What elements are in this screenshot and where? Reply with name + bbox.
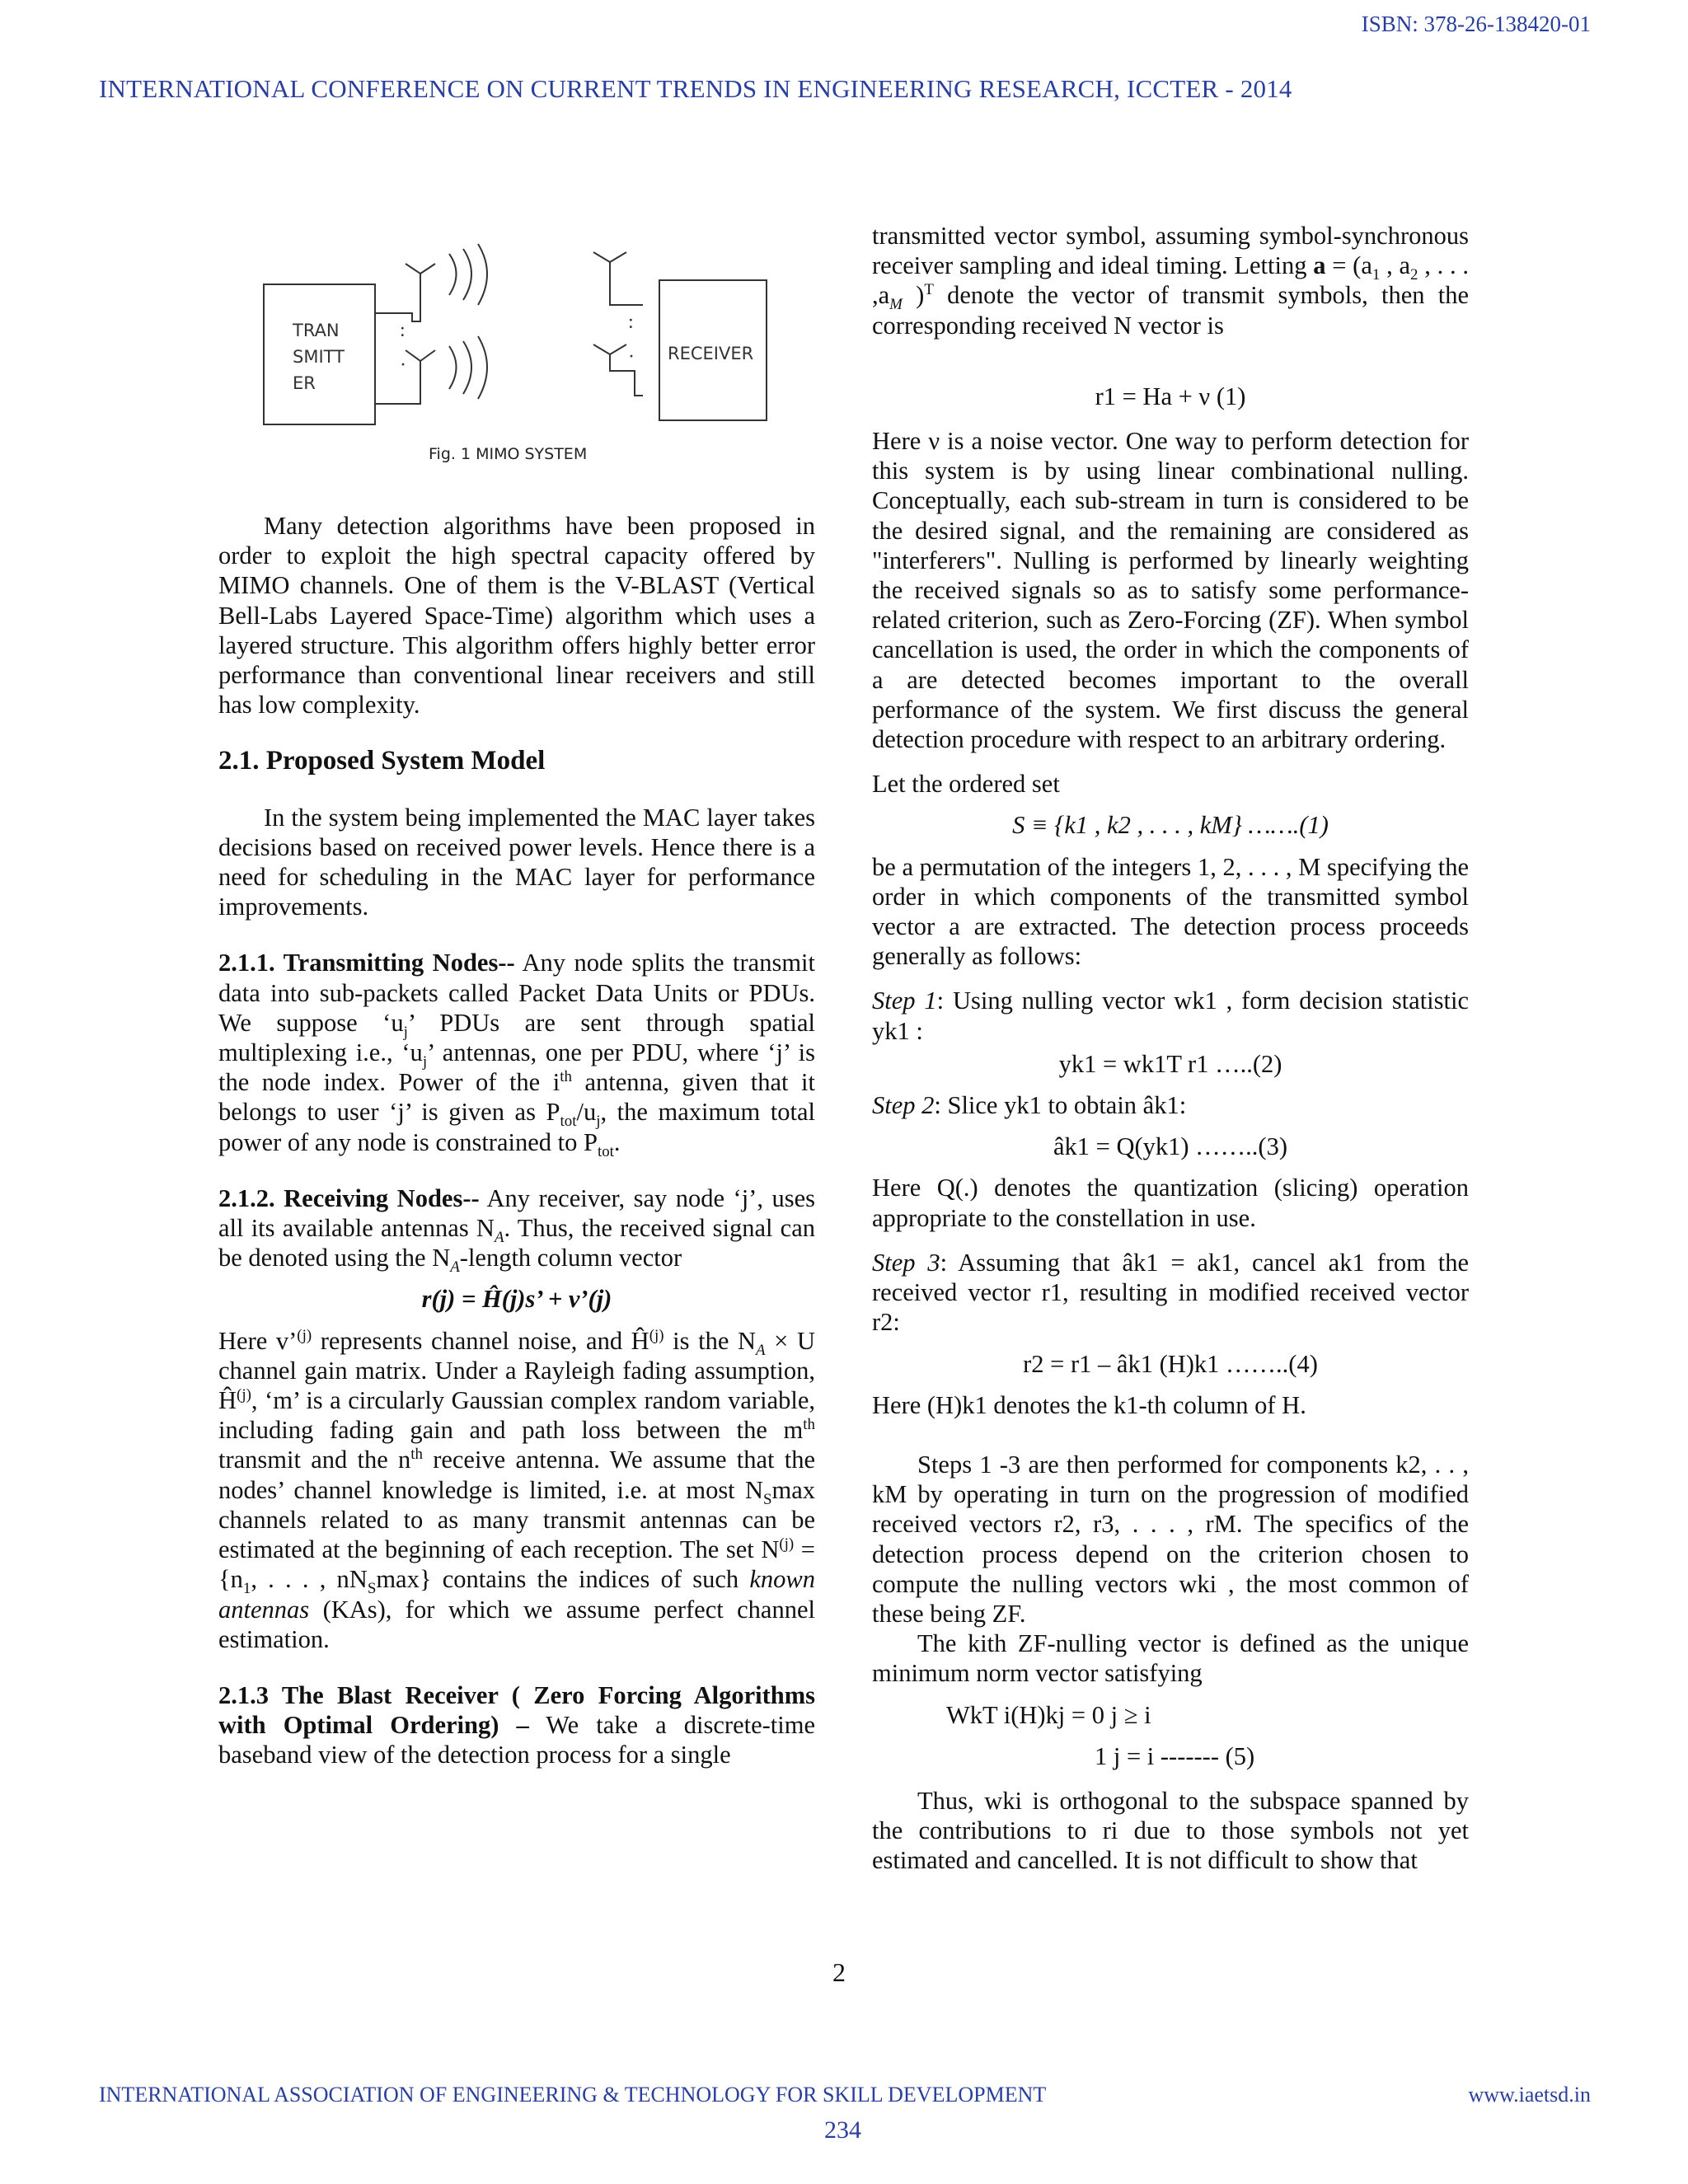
step-3-text: : Assuming that âk1 = ak1, cancel ak1 from the received vector r1, resulting in modified received vector r2: (872, 1248, 1469, 1337)
mimo-system-figure (247, 239, 824, 470)
known-antennas-term: known antennas (218, 1565, 815, 1624)
noise-text: max channels related to as many transmit antennas can be estimated at the beginning of each reception. The set N (218, 1475, 815, 1564)
transmitter-label-line2: SMITT (293, 347, 345, 367)
noise-text: (KAs), for which we assume perfect channel estimation. (218, 1595, 815, 1653)
model-paragraph: In the system being implemented the MAC layer takes decisions based on received power levels. Hence there is a need for scheduling in the MAC layer for performance improvements. (218, 803, 815, 921)
step-3-label: Step 3 (872, 1248, 940, 1277)
rv-text: , . . . ,a (872, 251, 1469, 310)
noise-sup: (j) (649, 1326, 664, 1344)
left-column (218, 511, 815, 1770)
equation-3: âk1 = Q(yk1) ……..(3) (1053, 1132, 1288, 1161)
noise-text: = {n (218, 1535, 815, 1594)
noise-text: represents channel noise, and Ĥ (312, 1326, 649, 1355)
equation-4: r2 = r1 – âk1 (H)k1 ……..(4) (1023, 1349, 1318, 1378)
receiver-label: RECEIVER (668, 344, 754, 363)
noise-sup: (j) (297, 1326, 312, 1344)
noise-text: max} contains the indices of such (376, 1565, 750, 1594)
equation-1: r1 = Ha + ν (1) (1095, 382, 1246, 410)
step-1-label: Step 1 (872, 987, 937, 1015)
svg-text:·: · (400, 354, 406, 376)
footer-website-link[interactable]: www.iaetsd.in (1468, 2083, 1591, 2107)
svg-text:·: · (628, 346, 635, 368)
column-definition-paragraph: Here (H)k1 denotes the k1-th column of H. (872, 1390, 1306, 1419)
page-number: 2 (832, 1957, 846, 1987)
noise-text: receive antenna. We assume that the nodes’ channel knowledge is limited, i.e. at most N (218, 1446, 815, 1504)
receiving-nodes-paragraph (218, 1183, 815, 1277)
tx-sub: j (422, 1053, 428, 1071)
zf-vector-paragraph: The kith ZF-nulling vector is defined as the unique minimum norm vector satisfying (872, 1629, 1469, 1688)
rv-text: ) (902, 281, 925, 310)
receiving-nodes-heading: 2.1.2. Receiving Nodes-- (218, 1183, 480, 1212)
equation-2: yk1 = wk1T r1 …..(2) (1058, 1049, 1282, 1078)
tx-text: /u (576, 1098, 597, 1127)
rx-text: Any receiver, say node ‘j’, uses all its available antennas N (218, 1183, 815, 1243)
section-heading: 2.1. Proposed System Model (218, 746, 546, 776)
svg-text::: : (400, 320, 406, 341)
step-2-label: Step 2 (872, 1091, 935, 1120)
isbn-label: ISBN: 378-26-138420-01 (1361, 12, 1591, 36)
svg-text::: : (628, 312, 634, 333)
quantization-paragraph: Here Q(.) denotes the quantization (slicing) operation appropriate to the constellation in use. (872, 1174, 1469, 1232)
noise-sub: A (756, 1341, 766, 1359)
step-1-text: : Using nulling vector wk1 , form decision statistic yk1 : (872, 987, 1470, 1045)
tx-sub: j (596, 1113, 601, 1131)
orthogonal-paragraph: Thus, wki is orthogonal to the subspace spanned by the contributions to ri due to those symbols not yet estimated and cancelled. It is not difficult to show that (872, 1786, 1469, 1875)
transmitting-nodes-paragraph (218, 948, 816, 1160)
rv-bold: a (1313, 251, 1326, 280)
ordered-set-equation: S ≡ {k1 , k2 , . . . , kM} …….(1) (1012, 811, 1329, 840)
noise-text: is the N (663, 1326, 756, 1355)
tx-sub: tot (560, 1113, 577, 1131)
transmitter-label-line1: TRAN (293, 321, 340, 340)
rv-text: = (a (1325, 251, 1372, 280)
noise-text: × U channel gain matrix. Under a Rayleigh fading assumption, Ĥ (218, 1326, 815, 1415)
rx-sub: A (450, 1258, 460, 1277)
tx-sup: th (560, 1068, 572, 1086)
steps-repeat-paragraph: Steps 1 -3 are then performed for components k2, . . , kM by operating in turn on the progression of modified received vectors r2, r3, . . . , rM. The specifics of the detection process depend on the criterion chosen to compute the nulling vectors wki , the most common of these being ZF. (872, 1450, 1469, 1628)
step-2-paragraph (872, 1090, 1469, 1120)
equation-5-line-1: WkT i(H)kj = 0 j ≥ i (946, 1700, 1151, 1729)
tx-sub: tot (597, 1142, 614, 1160)
tx-text: Any node splits the transmit data into sub-packets called Packet Data Units or PDUs. We suppose ‘u (218, 949, 815, 1037)
noise-sub: S (367, 1580, 377, 1598)
transmitter-label-line3: ER (293, 373, 316, 393)
noise-sub: 1 (242, 1580, 251, 1598)
noise-sup: th (410, 1446, 423, 1464)
step-2-text: : Slice yk1 to obtain âk1: (934, 1091, 1187, 1120)
rv-text: transmitted vector symbol, assuming symbol-synchronous receiver sampling and ideal timing. Letting (872, 222, 1469, 280)
tx-text: , the maximum total power of any node is constrained to P (218, 1098, 815, 1156)
transmitting-nodes-heading: 2.1.1. Transmitting Nodes-- (218, 949, 515, 977)
noise-sup: th (803, 1416, 815, 1434)
noise-sup: (j) (779, 1535, 795, 1553)
tx-text: ’ PDUs are sent through spatial multiplexing i.e., ‘u (218, 1008, 815, 1067)
intro-paragraph: Many detection algorithms have been proposed in order to exploit the high spectral capacity offered by MIMO channels. One of them is the V-BLAST (Vertical Bell-Labs Layered Space-Time) algorithm which uses a layered structure. This algorithm offers highly better error performance than conventional linear receivers and still has low complexity. (218, 512, 815, 719)
noise-sub: S (762, 1490, 772, 1508)
tx-text: ’ antennas, one per PDU, where ‘j’ is the node index. Power of the i (218, 1038, 815, 1097)
noise-text: , . . . , nN (251, 1565, 368, 1594)
footer-page-number: 234 (824, 2116, 861, 2144)
footer-association: INTERNATIONAL ASSOCIATION OF ENGINEERING & TECHNOLOGY FOR SKILL DEVELOPMENT (99, 2083, 1047, 2107)
received-signal-equation: r(j) = Ĥ(j)s’ + v’(j) (421, 1285, 612, 1314)
rv-text: denote the vector of transmit symbols, then the corresponding received N vector is (872, 281, 1469, 340)
equation-5-line-2: 1 j = i ------- (5) (1095, 1741, 1255, 1770)
blast-receiver-paragraph (218, 1680, 815, 1770)
ordered-set-intro: Let the ordered set (872, 770, 1060, 799)
rx-text: . Thus, the received signal can be denoted using the N (218, 1214, 815, 1272)
noise-text: transmit and the n (218, 1446, 411, 1474)
rx-sub: A (494, 1229, 504, 1247)
permutation-paragraph: be a permutation of the integers 1, 2, . . . , M specifying the order in which components of the transmitted symbol vector a are extracted. The detection process proceeds generally as follows: (872, 852, 1469, 971)
noise-text: Here v’ (218, 1326, 298, 1355)
noise-sup: (j) (237, 1385, 251, 1404)
tx-sub: j (403, 1023, 408, 1041)
right-column (872, 221, 1469, 1876)
figure-caption: Fig. 1 MIMO SYSTEM (429, 445, 588, 463)
noise-text: , ‘m’ is a circularly Gaussian complex random variable, including fading gain and path loss between the m (218, 1386, 815, 1445)
tx-text: . (613, 1127, 621, 1156)
tx-text: antenna, given that it belongs to user ‘j’ is given as P (218, 1068, 816, 1127)
blast-text: We take a discrete-time baseband view of the detection process for a single (218, 1711, 815, 1769)
rv-text: , a (1380, 251, 1411, 280)
noise-paragraph (218, 1326, 815, 1654)
blast-receiver-heading: 2.1.3 The Blast Receiver ( Zero Forcing Algorithms with Optimal Ordering) – (218, 1680, 815, 1740)
step-1-paragraph (872, 986, 1469, 1045)
nulling-paragraph: Here ν is a noise vector. One way to perform detection for this system is by using linear combinational nulling. Conceptually, each sub-stream in turn is considered to be the desired signal, and the remaining are considered as "interferers". Nulling is performed by linearly weighting the received signals so as to satisfy some performance-related criterion, such as Zero-Forcing (ZF). When symbol cancellation is used, the order in which the components of a are detected becomes important to the overall performance of the system. We first discuss the general detection procedure with respect to an arbitrary ordering. (872, 427, 1469, 754)
rx-text: -length column vector (459, 1244, 682, 1272)
step-3-paragraph (872, 1248, 1469, 1338)
received-vector-paragraph: transmitted vector symbol, assuming symbol-synchronous receiver sampling and ideal timing. Letting $a = (a_1$ , $a_2$ , . . . $,a_M$ )$^T$ denote the vector of transmit symbols, then the corresponding received N vector is (872, 222, 1469, 340)
conference-title: INTERNATIONAL CONFERENCE ON CURRENT TRENDS IN ENGINEERING RESEARCH, ICCTER - 2014 (99, 74, 1292, 103)
